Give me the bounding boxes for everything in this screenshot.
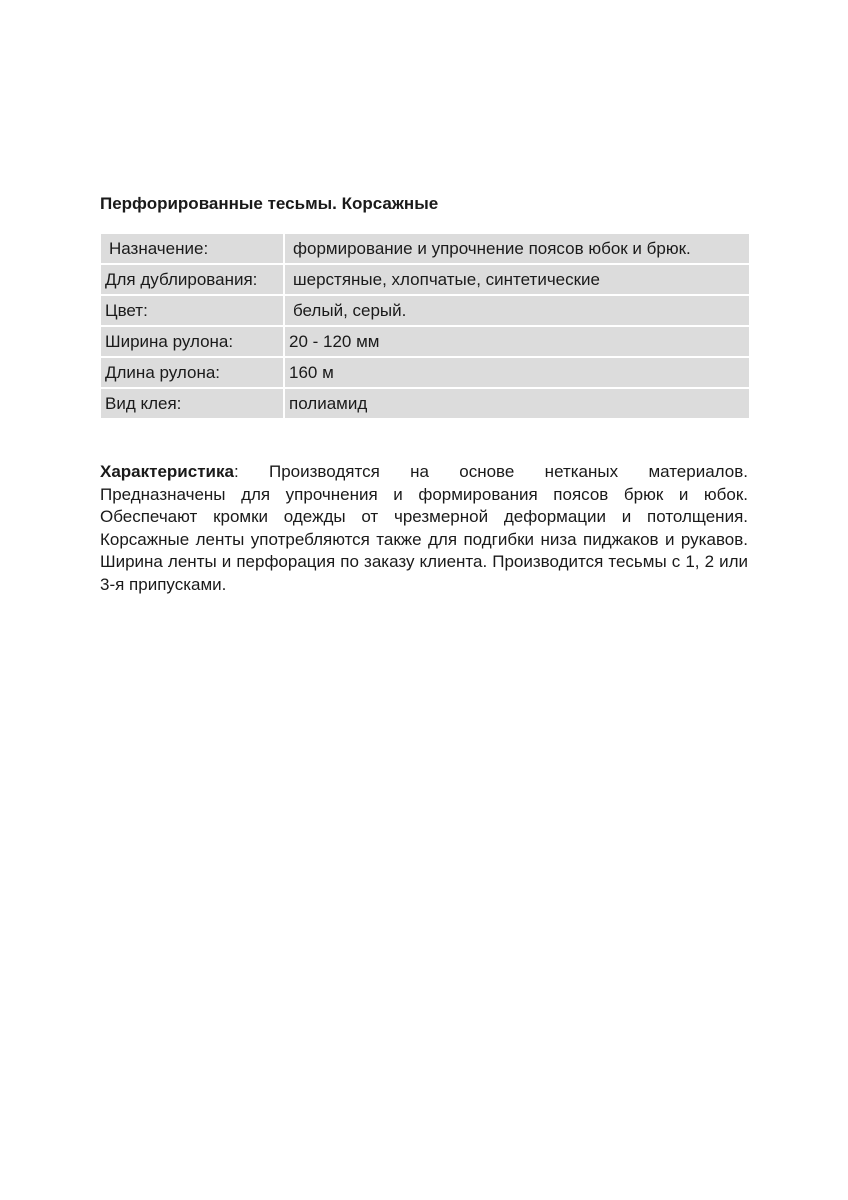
spec-row-purpose	[100, 233, 750, 264]
spec-row-roll-length	[100, 357, 750, 388]
description-text: : Производятся на основе нетканых материалов. Предназначены для упрочнения и формирования поясов брюк и юбок. Обеспечают кромки одежды от чрезмерной деформации и потолщения. Корсажные ленты употребляются также для подгибки низа пиджаков и рукавов. Ширина ленты и перфорация по заказу клиента. Производится тесьмы с 1, 2 или 3-я припусками.	[100, 462, 748, 594]
spec-row-color	[100, 295, 750, 326]
description-paragraph	[100, 461, 748, 596]
spec-label: Вид клея:	[100, 388, 284, 419]
spec-row-roll-width	[100, 326, 750, 357]
spec-label: Ширина рулона:	[100, 326, 284, 357]
spec-row-adhesive	[100, 388, 750, 419]
spec-value: 160 м	[284, 357, 750, 388]
spec-value: формирование и упрочнение поясов юбок и брюк.	[284, 233, 750, 264]
spec-value: белый, серый.	[284, 295, 750, 326]
spec-row-fusing	[100, 264, 750, 295]
spec-label: Для дублирования:	[100, 264, 284, 295]
specification-table	[99, 232, 751, 420]
spec-label: Цвет:	[100, 295, 284, 326]
spec-label: Длина рулона:	[100, 357, 284, 388]
spec-value: полиамид	[284, 388, 750, 419]
spec-value: шерстяные, хлопчатые, синтетические	[284, 264, 750, 295]
spec-value: 20 - 120 мм	[284, 326, 750, 357]
description-term: Характеристика	[100, 462, 234, 481]
document-title: Перфорированные тесьмы. Корсажные	[100, 194, 439, 213]
spec-label: Назначение:	[100, 233, 284, 264]
